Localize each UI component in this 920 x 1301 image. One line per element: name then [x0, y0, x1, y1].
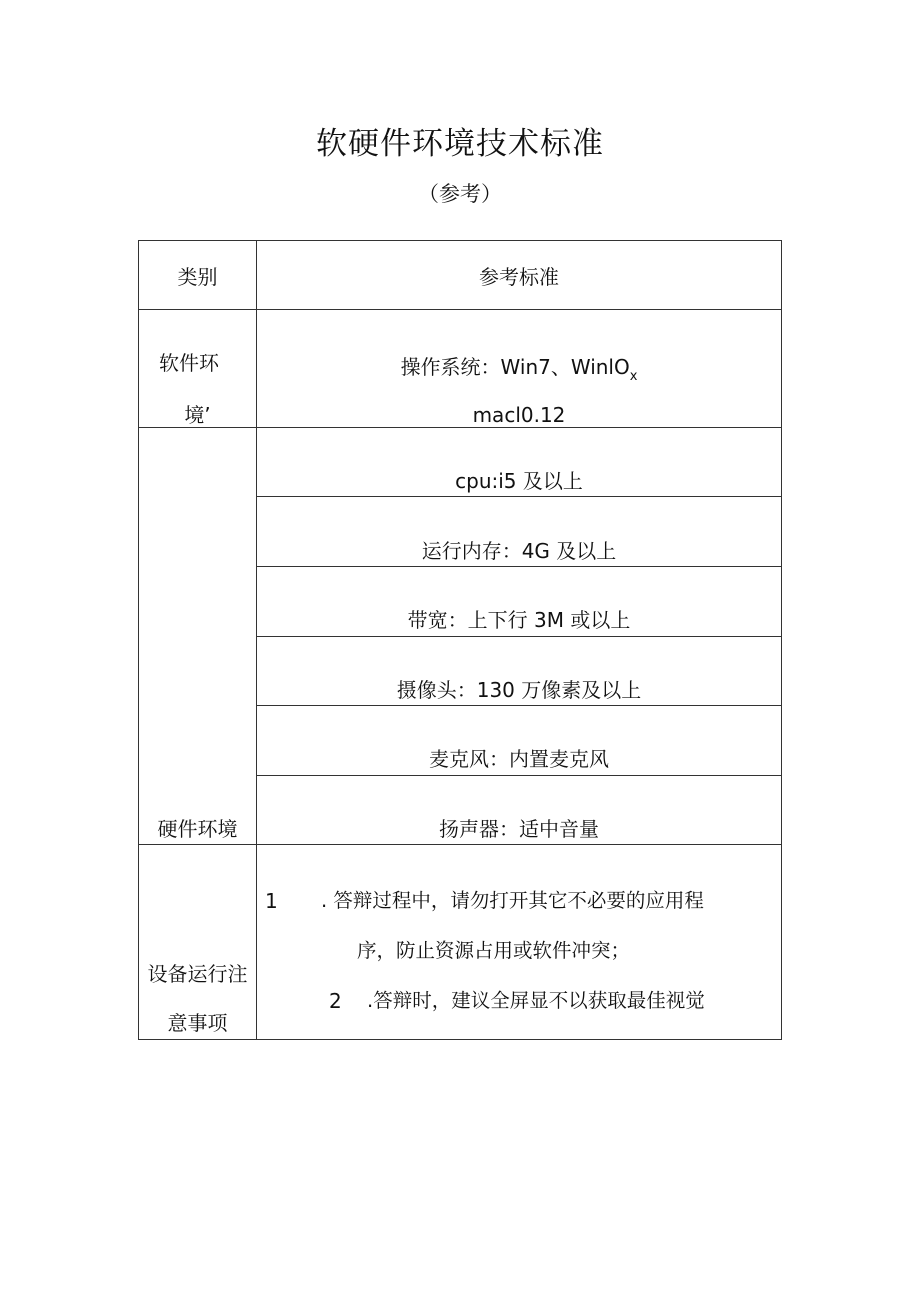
row-divider	[139, 309, 781, 310]
document-title: 软硬件环境技术标准	[316, 126, 604, 162]
note-2-line1: .答辩时，建议全屏显不以获取最佳视觉	[367, 989, 705, 1012]
software-category-line2: 境’	[184, 403, 211, 427]
subrow-divider	[257, 496, 781, 497]
subrow-divider	[257, 705, 781, 706]
software-os-main: 操作系统：Win7、WinlO	[400, 355, 630, 379]
notes-category-line1: 设备运行注	[147, 962, 248, 986]
row-divider	[139, 427, 781, 428]
hardware-item-speaker: 扬声器：适中音量	[439, 817, 599, 841]
note-1-line1: . 答辩过程中，请勿打开其它不必要的应用程	[321, 889, 704, 912]
subrow-divider	[257, 566, 781, 567]
header-category: 类别	[177, 265, 218, 289]
notes-category-line2: 意事项	[167, 1011, 228, 1035]
note-1-line2: 序，防止资源占用或软件冲突；	[357, 939, 631, 962]
row-divider	[139, 844, 781, 845]
standards-table	[138, 240, 782, 1040]
subrow-divider	[257, 636, 781, 637]
hardware-item-microphone: 麦克风：内置麦克风	[429, 747, 609, 771]
software-category-line1: 软件环	[159, 351, 219, 375]
hardware-item-bandwidth: 带宽：上下行 3M 或以上	[407, 608, 631, 632]
document-subtitle: （参考）	[418, 182, 502, 206]
software-os-subscript: x	[629, 369, 638, 384]
hardware-item-memory: 运行内存：4G 及以上	[421, 539, 617, 563]
subrow-divider	[257, 775, 781, 776]
hardware-item-cpu: cpu:i5 及以上	[455, 469, 583, 493]
header-standard: 参考标准	[479, 265, 559, 289]
note-1-number: 1	[265, 889, 278, 913]
hardware-item-camera: 摄像头：130 万像素及以上	[396, 678, 642, 702]
software-os-line2: macl0.12	[472, 403, 566, 427]
hardware-category: 硬件环境	[157, 817, 238, 841]
software-os-line1	[257, 357, 781, 383]
note-2-number: 2	[329, 989, 342, 1013]
